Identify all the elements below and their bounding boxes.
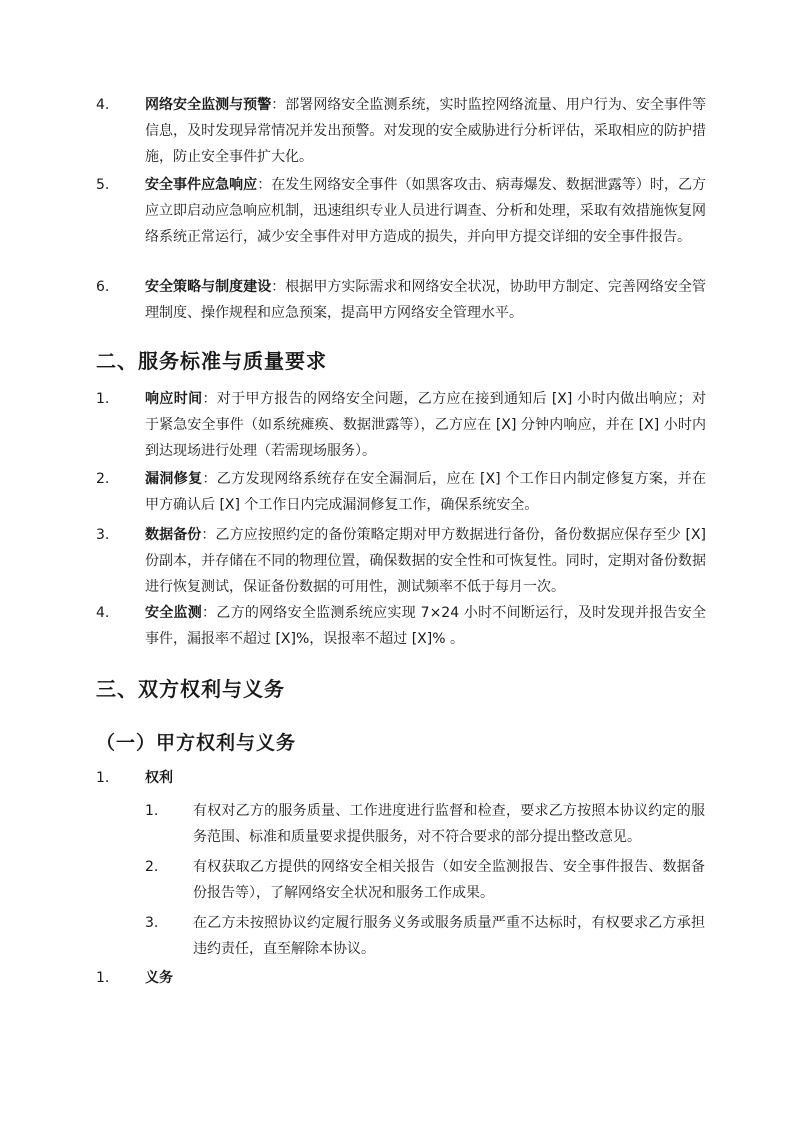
item-text: 有权获取乙方提供的网络安全相关报告（如安全监测报告、安全事件报告、数据备份报告等），了解网络安全状况和服务工作成果。 [193,859,705,901]
list-item: 4. 安全监测：乙方的网络安全监测系统应实现 7×24 小时不间断运行，及时发现并报告安全事件，漏报率不超过 [X]%，误报率不超过 [X]% 。 [96,600,706,652]
item-title: 网络安全监测与预警 [145,97,272,113]
item-number: 5. [96,177,110,193]
item-text: 部署网络安全监测系统，实时监控网络流量、用户行为、安全事件等信息，及时发现异常情况并发出预警。对发现的安全威胁进行分析评估，采取相应的防护措施，防止安全事件扩大化。 [145,97,707,165]
list-item-rights [96,765,706,791]
item-text: 对于甲方报告的网络安全问题，乙方应在接到通知后 [X] 小时内做出响应；对于紧急安全事件（如系统瘫痪、数据泄露等），乙方应在 [X] 分钟内响应，并在 [X] 小时内到达现场进行处理（若需现场服务）。 [145,391,707,459]
item-number: 2. [96,471,110,487]
item-title: 权利 [145,770,173,786]
item-number: 4. [96,97,110,113]
list-item: 1. 响应时间：对于甲方报告的网络安全问题，乙方应在接到通知后 [X] 小时内做出响应；对于紧急安全事件（如系统瘫痪、数据泄露等），乙方应在 [X] 分钟内响应，并在 [X] 小时内到达现场进行处理（若需现场服务）。 [96,386,706,464]
item-number: 1. [96,391,110,407]
item-text: 乙方应按照约定的备份策略定期对甲方数据进行备份，备份数据应保存至少 [X] 份副本，并存储在不同的物理位置，确保数据的安全性和可恢复性。同时，定期对备份数据进行恢复测试，保证备份数据的可用性，测试频率不低于每月一次。 [145,527,707,595]
item-number: 4. [96,605,110,621]
section-heading: 二、服务标准与质量要求 [96,349,327,373]
item-title: 数据备份 [145,527,202,543]
list-item: 4. 网络安全监测与预警：部署网络安全监测系统，实时监控网络流量、用户行为、安全事件等信息，及时发现异常情况并发出预警。对发现的安全威胁进行分析评估，采取相应的防护措施，防止安全事件扩大化。 [96,92,706,170]
item-title: 响应时间 [145,391,203,407]
item-text: 根据甲方实际需求和网络安全状况，协助甲方制定、完善网络安全管理制度、操作规程和应急预案，提高甲方网络安全管理水平。 [145,279,707,321]
item-title: 义务 [145,970,173,986]
sub-list-item [145,798,705,850]
item-title: 安全事件应急响应 [145,177,258,193]
section-heading: 三、双方权利与义务 [96,677,285,701]
item-text: 有权对乙方的服务质量、工作进度进行监督和检查，要求乙方按照本协议约定的服务范围、标准和质量要求提供服务，对不符合要求的部分提出整改意见。 [193,803,705,845]
item-title: 安全策略与制度建设 [145,279,272,295]
item-title: 安全监测 [145,605,203,621]
list-item: 5. 安全事件应急响应：在发生网络安全事件（如黑客攻击、病毒爆发、数据泄露等）时，乙方应立即启动应急响应机制，迅速组织专业人员进行调查、分析和处理，采取有效措施恢复网络系统正常运行，减少安全事件对甲方造成的损失，并向甲方提交详细的安全事件报告。 [96,172,706,250]
item-number: 1. [96,770,110,786]
item-title: 漏洞修复 [145,471,203,487]
item-number: 3. [96,527,110,543]
item-number: 2. [145,859,159,875]
list-item: 6. 安全策略与制度建设：根据甲方实际需求和网络安全状况，协助甲方制定、完善网络安全管理制度、操作规程和应急预案，提高甲方网络安全管理水平。 [96,274,706,326]
item-number: 1. [96,970,110,986]
subsection-heading: （一）甲方权利与义务 [96,732,297,754]
item-text: 在乙方未按照协议约定履行服务义务或服务质量严重不达标时，有权要求乙方承担违约责任，直至解除本协议。 [193,915,705,957]
item-number: 1. [145,803,159,819]
list-item: 2. 漏洞修复：乙方发现网络系统存在安全漏洞后，应在 [X] 个工作日内制定修复方案，并在甲方确认后 [X] 个工作日内完成漏洞修复工作，确保系统安全。 [96,466,706,518]
sub-list-item [145,910,705,962]
item-text: 在发生网络安全事件（如黑客攻击、病毒爆发、数据泄露等）时，乙方应立即启动应急响应机制，迅速组织专业人员进行调查、分析和处理，采取有效措施恢复网络系统正常运行，减少安全事件对甲方造成的损失，并向甲方提交详细的安全事件报告。 [145,177,707,245]
list-item-duties [96,965,706,991]
item-number: 6. [96,279,110,295]
list-item: 3. 数据备份：乙方应按照约定的备份策略定期对甲方数据进行备份，备份数据应保存至少 [X] 份副本，并存储在不同的物理位置，确保数据的安全性和可恢复性。同时，定期对备份数据进行恢复测试，保证备份数据的可用性，测试频率不低于每月一次。 [96,522,706,600]
item-text: 乙方发现网络系统存在安全漏洞后，应在 [X] 个工作日内制定修复方案，并在甲方确认后 [X] 个工作日内完成漏洞修复工作，确保系统安全。 [145,471,707,513]
sub-list-item [145,854,705,906]
item-text: 乙方的网络安全监测系统应实现 7×24 小时不间断运行，及时发现并报告安全事件，漏报率不超过 [X]%，误报率不超过 [X]% 。 [145,605,707,647]
item-number: 3. [145,915,159,931]
